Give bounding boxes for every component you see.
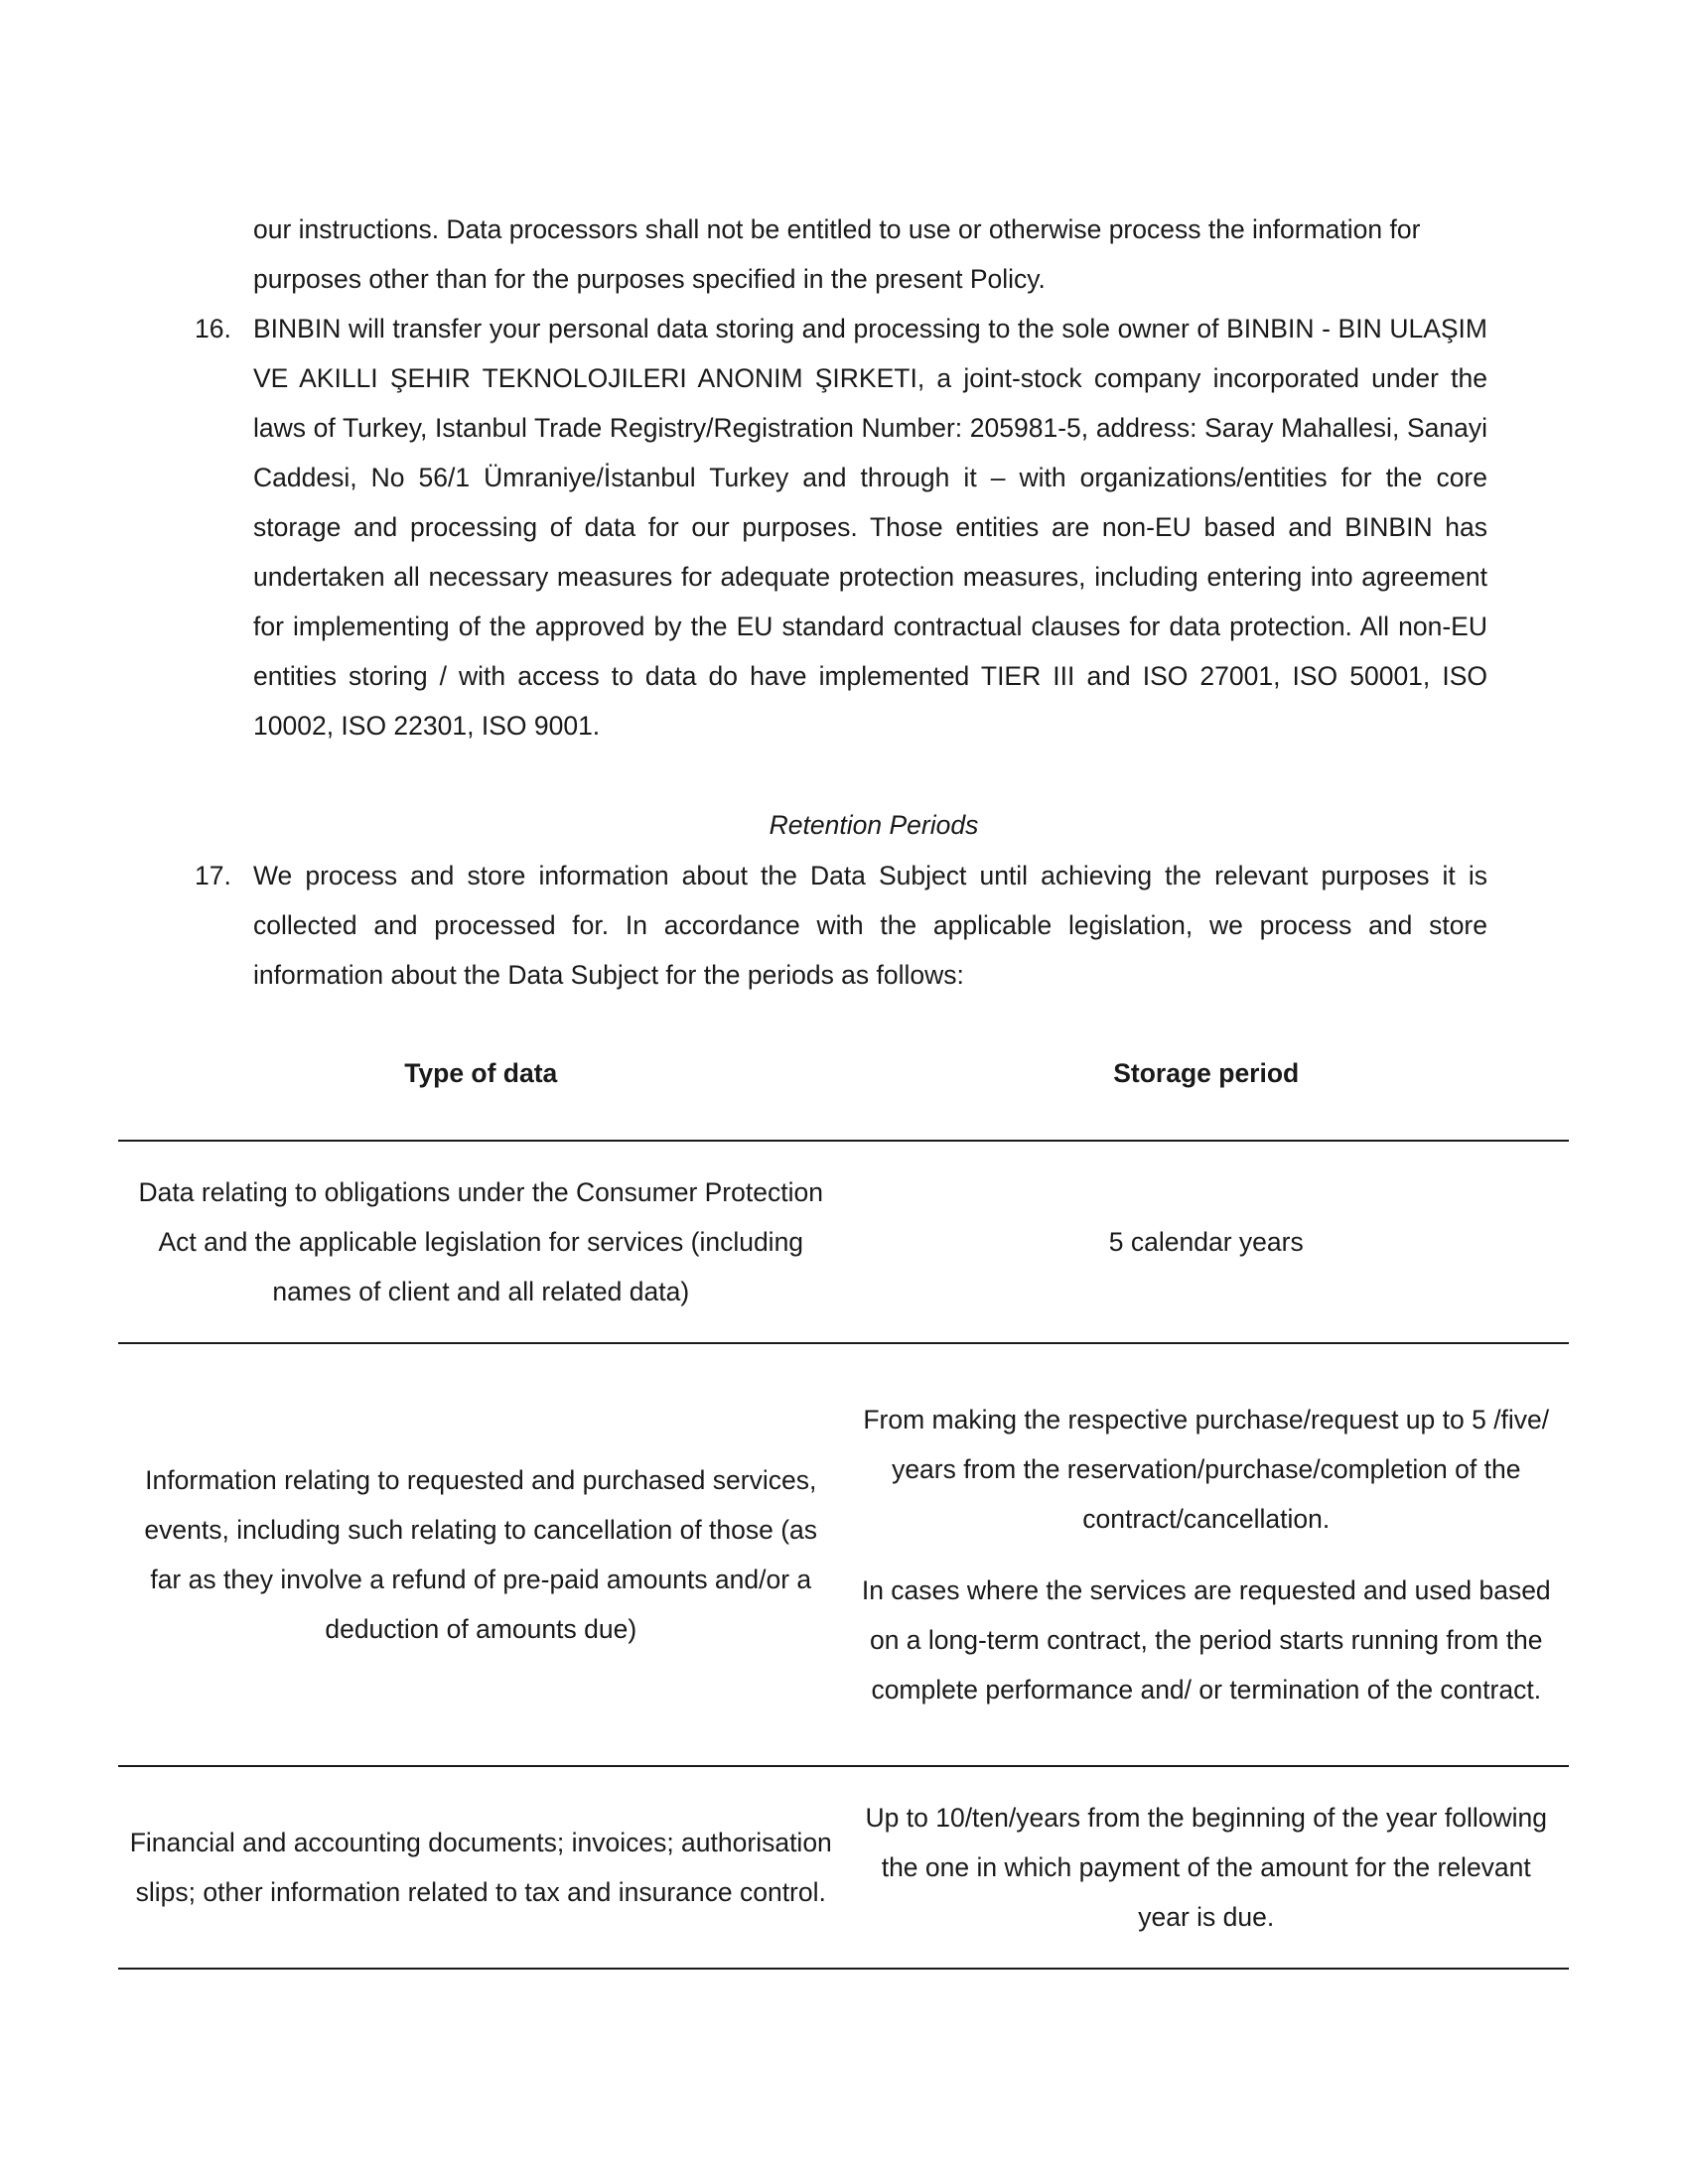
item-text: We process and store information about the Data Subject until achieving the relevant purposes it is collected and processed for. In accordance with the applicable legislation, we process and store information about the Data Subject for the periods as follows: — [253, 861, 1487, 990]
cell-text: Up to 10/ten/years from the beginning of the year following the one in which payment of the amount for the relevant year is due. — [865, 1803, 1547, 1932]
table-row — [118, 1766, 1569, 1969]
cell-text: Financial and accounting documents; invoices; authorisation slips; other information related to tax and insurance control. — [129, 1828, 832, 1907]
item-number: 16. — [195, 314, 231, 343]
cell-type-of-data — [118, 1343, 844, 1766]
table-header-row — [118, 1036, 1569, 1141]
header-storage-period: Storage period — [844, 1036, 1570, 1141]
cell-storage-period — [844, 1343, 1570, 1766]
cell-type-of-data — [118, 1766, 844, 1969]
table-row — [118, 1141, 1569, 1343]
cell-text: In cases where the services are requested and used based on a long-term contract, the period starts running from the complete performance and/ or termination of the contract. — [861, 1575, 1551, 1705]
continued-paragraph: our instructions. Data processors shall not be entitled to use or otherwise process the information for purposes other than for the purposes specified in the present Policy. — [253, 214, 1421, 294]
item-text: BINBIN will transfer your personal data storing and processing to the sole owner of BINBIN - BIN ULAŞIM VE AKILLI ŞEHIR TEKNOLOJILERI ANONIM ŞIRKETI, a joint-stock company incorporated under the laws of Turkey, Istanbul Trade Registry/Registration Number: 205981-5, address: Saray Mahallesi, Sanayi Caddesi, No 56/1 Ümraniye/İstanbul Turkey and through it – with organizations/entities for the core storage and processing of data for our purposes. Those entities are non-EU based and BINBIN has undertaken all necessary measures for adequate protection measures, including entering into agreement for implementing of the approved by the EU standard contractual clauses for data protection. All non-EU entities storing / with access to data do have implemented TIER III and ISO 27001, ISO 50001, ISO 10002, ISO 22301, ISO 9001. — [253, 314, 1487, 741]
cell-text: Information relating to requested and purchased services, events, including such relating to cancellation of those (as far as they involve a refund of pre-paid amounts and/or a deduction of amounts due) — [144, 1465, 818, 1644]
section-heading-retention-periods: Retention Periods — [769, 810, 979, 840]
cell-type-of-data — [118, 1141, 844, 1343]
table-row — [118, 1343, 1569, 1766]
cell-storage-period — [844, 1141, 1570, 1343]
cell-text: Data relating to obligations under the Consumer Protection Act and the applicable legislation for services (including names of client and all related data) — [138, 1177, 823, 1306]
header-type-of-data: Type of data — [118, 1036, 844, 1141]
retention-periods-table — [118, 1036, 1569, 1970]
cell-text: From making the respective purchase/request up to 5 /five/ years from the reservation/purchase/completion of the contract/cancellation. — [863, 1405, 1550, 1534]
cell-storage-period — [844, 1766, 1570, 1969]
item-number: 17. — [195, 861, 231, 890]
cell-text: 5 calendar years — [1108, 1227, 1304, 1257]
